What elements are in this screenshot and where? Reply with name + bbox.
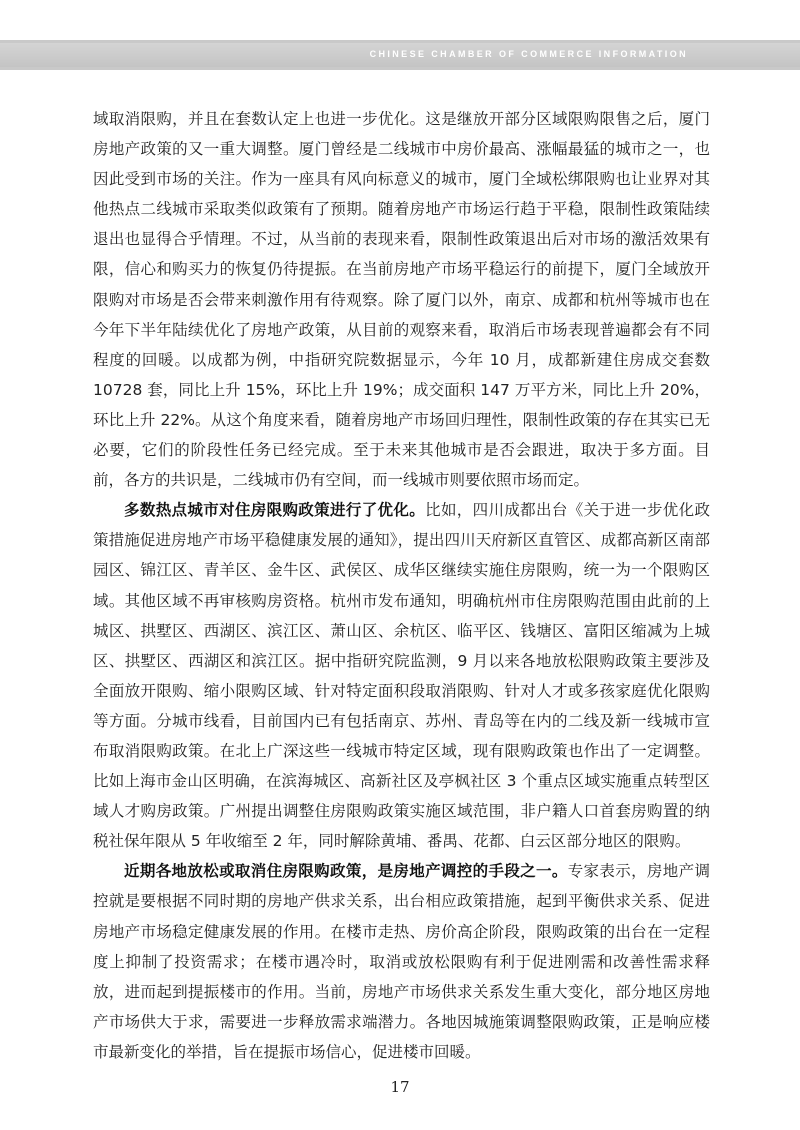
- paragraph-1: [93, 104, 710, 495]
- paragraph-3-lead: 近期各地放松或取消住房限购政策，是房地产调控的手段之一。: [124, 862, 568, 881]
- paragraph-2: [93, 495, 710, 856]
- header-band-inner: [0, 43, 800, 67]
- paragraph-2-lead: 多数热点城市对住房限购政策进行了优化。: [124, 501, 426, 520]
- article-body: [93, 104, 710, 1067]
- paragraph-3: [93, 856, 710, 1067]
- page-number: 17: [390, 1078, 410, 1096]
- publication-title: CHINESE CHAMBER OF COMMERCE INFORMATION: [369, 49, 688, 59]
- paragraph-3-text: 专家表示，房地产调控就是要根据不同时期的房地产供求关系，出台相应政策措施，起到平衡供求关系、促进房地产市场稳定健康发展的作用。在楼市走热、房价高企阶段，限购政策的出台在一定程度上抑制了投资需求；在楼市遇冷时，取消或放松限购有利于促进刚需和改善性需求释放，进而起到提振楼市的作用。当前，房地产市场供求关系发生重大变化，部分地区房地产市场供大于求，需要进一步释放需求端潜力。各地因城施策调整限购政策，正是响应楼市最新变化的举措，旨在提振市场信心，促进楼市回暖。: [93, 862, 710, 1061]
- paragraph-2-text: 比如，四川成都出台《关于进一步优化政策措施促进房地产市场平稳健康发展的通知》，提出四川天府新区直管区、成都高新区南部园区、锦江区、青羊区、金牛区、武侯区、成华区继续实施住房限购，统一为一个限购区域。其他区域不再审核购房资格。杭州市发布通知，明确杭州市住房限购范围由此前的上城区、拱墅区、西湖区、滨江区、萧山区、余杭区、临平区、钱塘区、富阳区缩减为上城区、拱墅区、西湖区和滨江区。据中指研究院监测，9 月以来各地放松限购政策主要涉及全面放开限购、缩小限购区域、针对特定面积段取消限购、针对人才或多孩家庭优化限购等方面。分城市线看，目前国内已有包括南京、苏州、青岛等在内的二线及新一线城市宣布取消限购政策。在北上广深这些一线城市特定区域，现有限购政策也作出了一定调整。比如上海市金山区明确，在滨海城区、高新社区及亭枫社区 3 个重点区域实施重点转型区域人才购房政策。广州提出调整住房限购政策实施区域范围，非户籍人口首套房购置的纳税社保年限从 5 年收缩至 2 年，同时解除黄埔、番禺、花都、白云区部分地区的限购。: [93, 501, 710, 851]
- header-band: [0, 40, 800, 70]
- paragraph-1-text: 域取消限购，并且在套数认定上也进一步优化。这是继放开部分区域限购限售之后，厦门房地产政策的又一重大调整。厦门曾经是二线城市中房价最高、涨幅最猛的城市之一，也因此受到市场的关注。作为一座具有风向标意义的城市，厦门全域松绑限购也让业界对其他热点二线城市采取类似政策有了预期。随着房地产市场运行趋于平稳，限制性政策陆续退出也显得合乎情理。不过，从当前的表现来看，限制性政策退出后对市场的激活效果有限，信心和购买力的恢复仍待提振。在当前房地产市场平稳运行的前提下，厦门全域放开限购对市场是否会带来刺激作用有待观察。除了厦门以外，南京、成都和杭州等城市也在今年下半年陆续优化了房地产政策，从目前的观察来看，取消后市场表现普遍都会有不同程度的回暖。以成都为例，中指研究院数据显示，今年 10 月，成都新建住房成交套数 10728 套，同比上升 15%，环比上升 19%；成交面积 147 万平方米，同比上升 20%，环比上升 22%。从这个角度来看，随着房地产市场回归理性，限制性政策的存在其实已无必要，它们的阶段性任务已经完成。至于未来其他城市是否会跟进，取决于多方面。目前，各方的共识是，二线城市仍有空间，而一线城市则要依照市场而定。: [93, 110, 710, 490]
